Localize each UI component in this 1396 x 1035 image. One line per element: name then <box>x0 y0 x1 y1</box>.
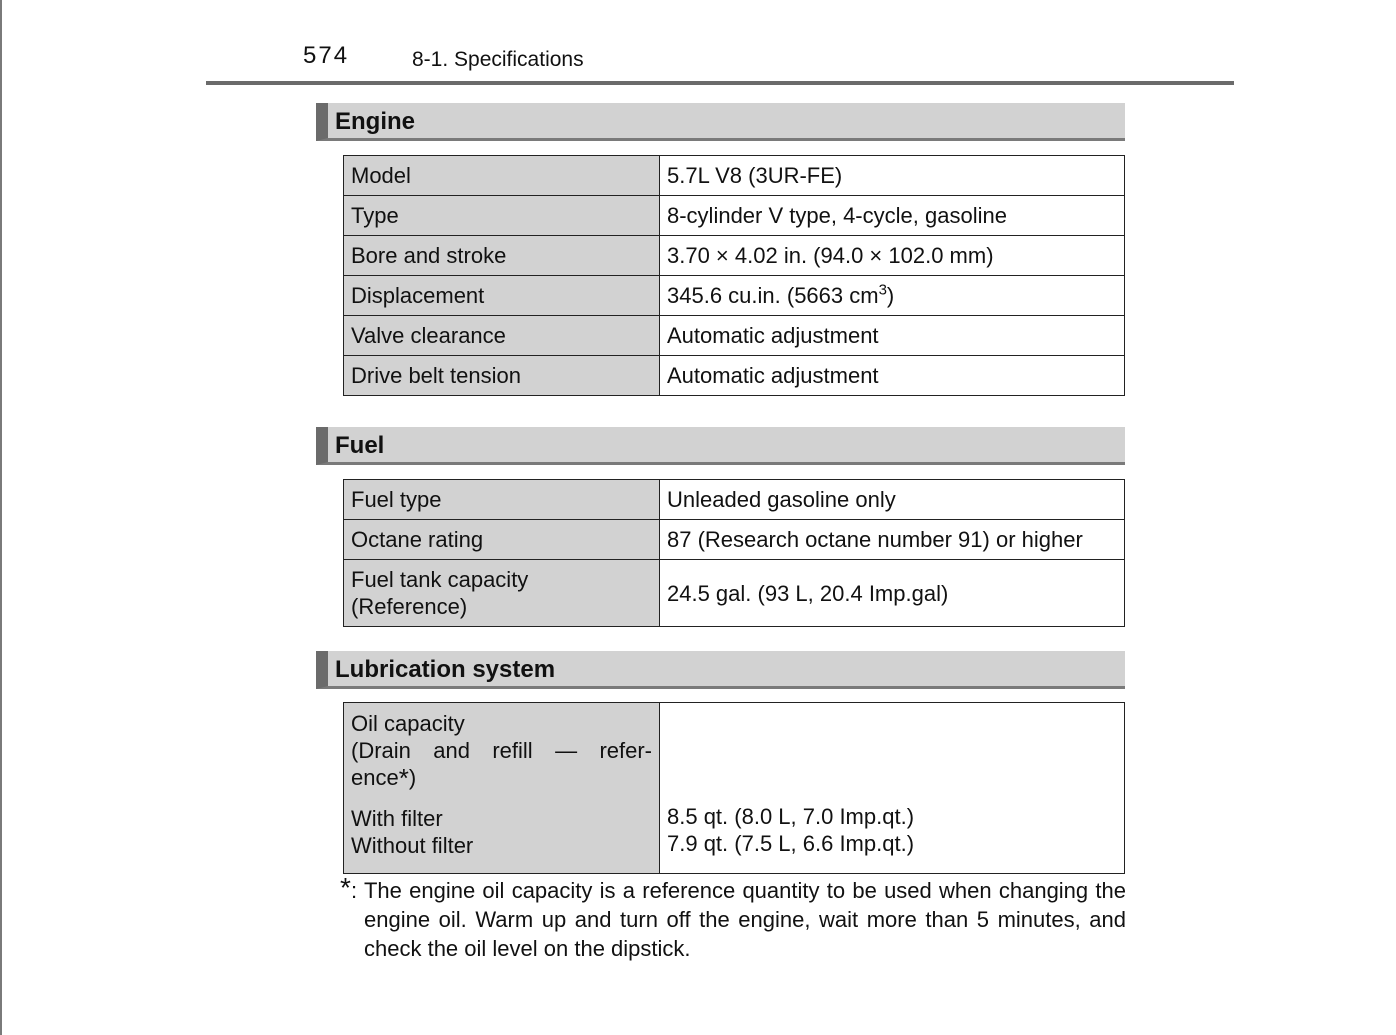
table-row <box>344 316 1125 356</box>
table-row <box>344 356 1125 396</box>
displacement-value-end: ) <box>886 283 895 308</box>
oil-capacity-label-line3: ence <box>351 765 399 790</box>
table-row <box>344 196 1125 236</box>
fuel-section-title: Fuel <box>335 432 385 459</box>
oil-capacity-key <box>344 703 660 874</box>
without-filter-value: 7.9 qt. (7.5 L, 6.6 Imp.qt.) <box>667 831 915 856</box>
table-row <box>344 276 1125 316</box>
footnote-text: : The engine oil capacity is a reference quantity to be used when changing the engine oil. Warm up and turn off the engine, wait more than 5 minutes, and check the oil level on the dipstick. <box>351 878 1126 961</box>
lubrication-spec-table <box>343 702 1125 874</box>
engine-section-title: Engine <box>335 108 416 135</box>
without-filter-label: Without filter <box>351 833 474 858</box>
oil-capacity-label-line3-wrap <box>351 764 652 791</box>
with-filter-value: 8.5 qt. (8.0 L, 7.0 Imp.qt.) <box>667 804 915 829</box>
engine-spec-table <box>343 155 1125 396</box>
spec-key <box>344 560 660 627</box>
spec-value: 24.5 gal. (93 L, 20.4 Imp.gal) <box>660 560 1125 627</box>
fuel-section-header <box>316 427 1125 465</box>
displacement-value: 345.6 cu.in. (5663 cm <box>667 283 879 308</box>
table-row <box>344 480 1125 520</box>
engine-section-header <box>316 103 1125 141</box>
spec-key: Displacement <box>344 276 660 316</box>
superscript-exponent: 3 <box>878 281 887 299</box>
lubrication-section-header <box>316 651 1125 689</box>
footnote-asterisk: * <box>398 763 409 793</box>
lubrication-section-title: Lubrication system <box>335 656 556 683</box>
spec-key: Bore and stroke <box>344 236 660 276</box>
table-row <box>344 236 1125 276</box>
oil-capacity-label-end: ) <box>408 765 417 790</box>
spec-value: 8-cylinder V type, 4-cycle, gasoline <box>660 196 1125 236</box>
with-filter-label: With filter <box>351 806 443 831</box>
header-rule <box>206 81 1234 85</box>
spec-value <box>660 276 1125 316</box>
spec-key: Valve clearance <box>344 316 660 356</box>
table-row <box>344 156 1125 196</box>
spec-value: 3.70 × 4.02 in. (94.0 × 102.0 mm) <box>660 236 1125 276</box>
page-left-edge <box>0 0 2 1035</box>
oil-capacity-value <box>660 703 1125 874</box>
oil-capacity-label-line2: (Drain and refill — refer- <box>351 738 652 763</box>
footnote-marker: * <box>340 872 351 903</box>
spec-value: Automatic adjustment <box>660 356 1125 396</box>
footnote <box>340 872 1126 963</box>
spec-key: Type <box>344 196 660 236</box>
spec-key: Fuel type <box>344 480 660 520</box>
section-reference: 8-1. Specifications <box>412 48 584 71</box>
spec-value: 87 (Research octane number 91) or higher <box>660 520 1125 560</box>
spec-value: 5.7L V8 (3UR-FE) <box>660 156 1125 196</box>
table-row <box>344 520 1125 560</box>
spec-key: Drive belt tension <box>344 356 660 396</box>
page-number: 574 <box>303 42 350 69</box>
oil-capacity-label: Oil capacity <box>351 711 465 736</box>
fuel-spec-table <box>343 479 1125 627</box>
spec-value: Unleaded gasoline only <box>660 480 1125 520</box>
table-row <box>344 560 1125 627</box>
table-row <box>344 703 1125 874</box>
spec-key: Model <box>344 156 660 196</box>
fuel-tank-label-reference: (Reference) <box>351 594 468 619</box>
fuel-tank-label: Fuel tank capacity <box>351 567 529 592</box>
spec-key: Octane rating <box>344 520 660 560</box>
spec-value: Automatic adjustment <box>660 316 1125 356</box>
